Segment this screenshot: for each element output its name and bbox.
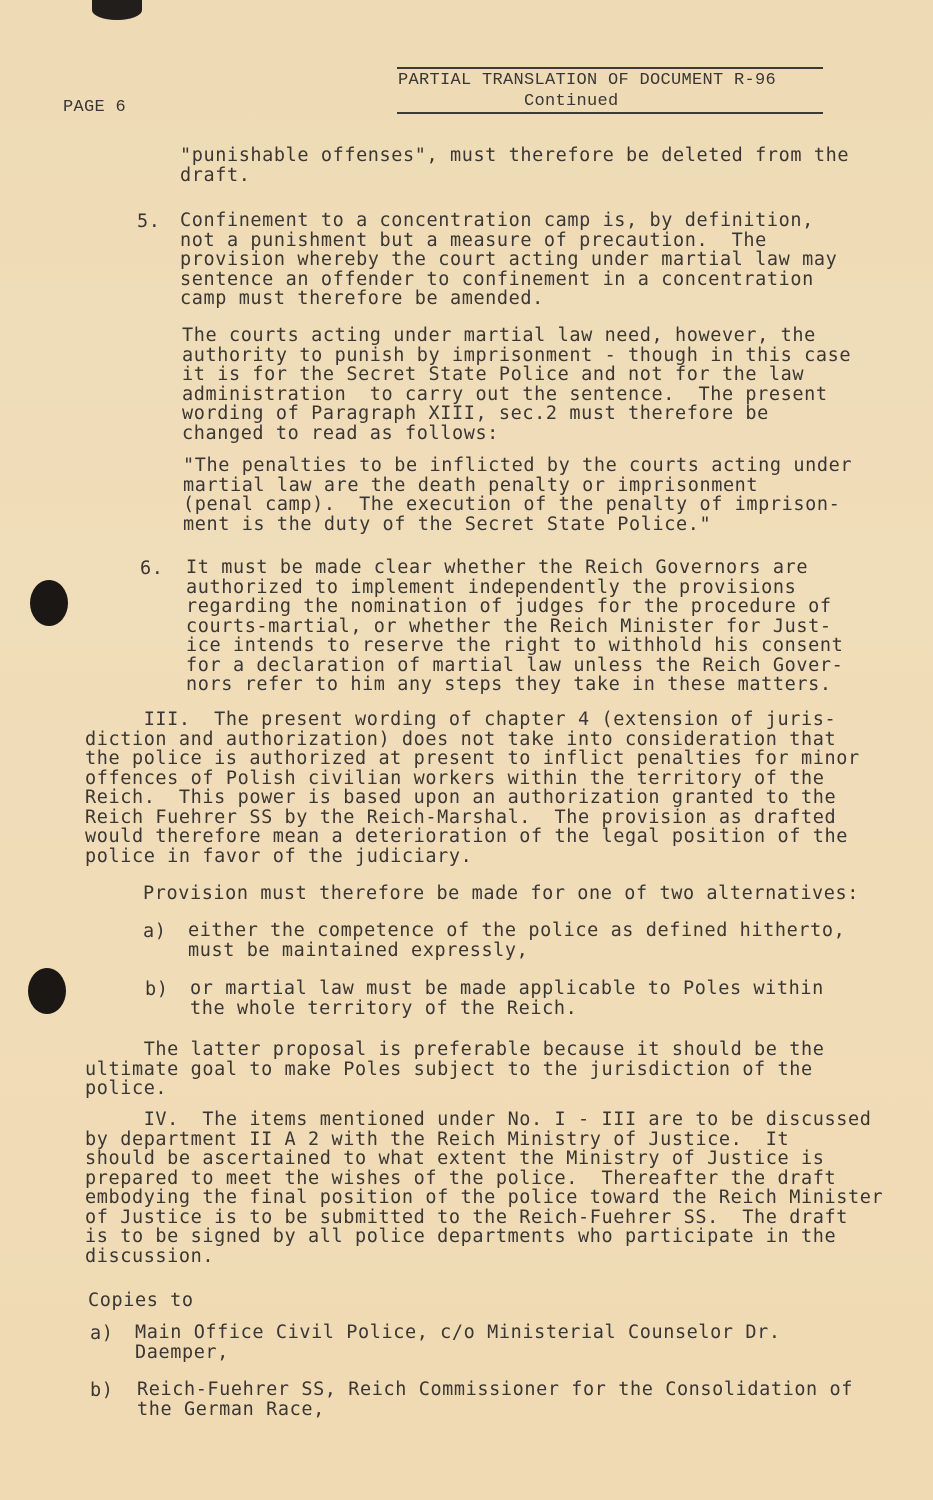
text-line: wording of Paragraph XIII, sec.2 must therefore be	[182, 403, 769, 424]
ink-blot	[92, 0, 142, 20]
copies-to-paragraph	[88, 1291, 194, 1311]
text-line: Provision must therefore be made for one of two alternatives:	[143, 883, 860, 904]
alt-a-number: a)	[143, 921, 167, 942]
text-line: diction and authorization) does not take into consideration that	[85, 728, 837, 750]
item-5-paragraph	[180, 211, 837, 309]
text-line: Daemper,	[135, 1341, 229, 1363]
carryover-paragraph	[180, 146, 849, 185]
text-line: "punishable offenses", must therefore be deleted from the	[180, 145, 850, 166]
text-line: of Justice is to be submitted to the Reich-Fuehrer SS. The draft	[85, 1206, 848, 1228]
text-line: authorized to implement independently the provisions	[186, 576, 797, 598]
text-line: nors refer to him any steps they take in these matters.	[186, 674, 832, 695]
text-line: The courts acting under martial law need, however, the	[182, 325, 816, 346]
page-label: PAGE 6	[63, 98, 127, 117]
text-line: would therefore mean a deterioration of the legal position of the	[85, 826, 848, 847]
item-5-quote-paragraph	[183, 456, 852, 534]
document-subtitle: Continued	[524, 92, 619, 111]
text-line: Reich. This power is based upon an authorization granted to the	[85, 787, 837, 808]
item-5-para-paragraph	[182, 326, 851, 443]
copy-a-paragraph	[135, 1323, 781, 1362]
text-line: Main Office Civil Police, c/o Ministerial Counselor Dr.	[135, 1322, 781, 1343]
item-5-number: 5.	[137, 211, 161, 232]
copy-a-number: a)	[90, 1323, 114, 1344]
section-4-paragraph	[85, 1110, 883, 1266]
text-line: discussion.	[85, 1245, 215, 1267]
text-line: must be maintained expressly,	[188, 939, 529, 961]
header-rule-top	[397, 67, 823, 69]
text-line: Reich-Fuehrer SS, Reich Commissioner for the Consolidation of	[137, 1379, 854, 1400]
text-line: (penal camp). The execution of the penalty of imprison-	[183, 494, 841, 515]
header-rule-bottom	[397, 112, 823, 114]
text-line: police in favor of the judiciary.	[85, 845, 473, 867]
text-line: should be ascertained to what extent the Ministry of Justice is	[85, 1148, 825, 1169]
alt-b-number: b)	[145, 979, 169, 1000]
text-line: IV. The items mentioned under No. I - III are to be discussed	[85, 1109, 872, 1130]
text-line: changed to read as follows:	[182, 422, 499, 444]
text-line: not a punishment but a measure of precaution. The	[180, 229, 767, 251]
text-line: The latter proposal is preferable because it should be the	[85, 1039, 825, 1060]
text-line: III. The present wording of chapter 4 (extension of juris-	[85, 709, 837, 730]
text-line: It must be made clear whether the Reich Governors are	[186, 557, 809, 578]
alt-b-paragraph	[190, 979, 824, 1018]
text-line: "The penalties to be inflicted by the courts acting under	[183, 455, 853, 476]
text-line: it is for the Secret State Police and not for the law	[182, 364, 805, 385]
punch-hole-bottom	[28, 968, 66, 1014]
text-line: courts-martial, or whether the Reich Minister for Just-	[186, 615, 832, 637]
text-line: the German Race,	[137, 1398, 325, 1420]
text-line: offences of Polish civilian workers within the territory of the	[85, 767, 825, 789]
section-3-paragraph	[85, 710, 860, 866]
text-line: regarding the nomination of judges for the procedure of	[186, 596, 832, 617]
text-line: the whole territory of the Reich.	[190, 997, 578, 1019]
punch-hole-top	[30, 580, 68, 626]
text-line: ment is the duty of the Secret State Police."	[183, 513, 712, 535]
text-line: embodying the final position of the police toward the Reich Minister	[85, 1187, 884, 1208]
text-line: camp must therefore be amended.	[180, 288, 544, 309]
text-line: by department II A 2 with the Reich Ministry of Justice. It	[85, 1128, 790, 1150]
text-line: for a declaration of martial law unless the Reich Gover-	[186, 654, 844, 676]
alt-a-paragraph	[188, 921, 845, 960]
copy-b-paragraph	[137, 1380, 853, 1419]
text-line: police.	[85, 1078, 168, 1099]
text-line: either the competence of the police as defined hitherto,	[188, 920, 846, 941]
text-line: or martial law must be made applicable to Poles within	[190, 978, 824, 999]
item-6-number: 6.	[140, 558, 164, 579]
text-line: draft.	[180, 164, 251, 186]
text-line: Confinement to a concentration camp is, by definition,	[180, 210, 814, 231]
copy-b-number: b)	[90, 1380, 114, 1401]
text-line: sentence an offender to confinement in a concentration	[180, 268, 814, 290]
text-line: martial law are the death penalty or imprisonment	[183, 474, 759, 496]
provision-paragraph	[143, 884, 859, 904]
text-line: the police is authorized at present to inflict penalties for minor	[85, 748, 860, 769]
text-line: authority to punish by imprisonment - though in this case	[182, 344, 852, 366]
document-title: PARTIAL TRANSLATION OF DOCUMENT R-96	[398, 71, 777, 90]
item-6-paragraph	[186, 558, 843, 695]
text-line: Reich Fuehrer SS by the Reich-Marshal. The provision as drafted	[85, 806, 837, 828]
text-line: administration to carry out the sentence. The present	[182, 383, 828, 405]
text-line: prepared to meet the wishes of the police. Thereafter the draft	[85, 1167, 837, 1189]
text-line: is to be signed by all police departments who participate in the	[85, 1226, 837, 1247]
text-line: provision whereby the court acting under martial law may	[180, 249, 838, 270]
text-line: ultimate goal to make Poles subject to the jurisdiction of the	[85, 1058, 813, 1080]
latter-paragraph	[85, 1040, 825, 1099]
text-line: Copies to	[88, 1290, 194, 1311]
text-line: ice intends to reserve the right to withhold his consent	[186, 635, 844, 656]
